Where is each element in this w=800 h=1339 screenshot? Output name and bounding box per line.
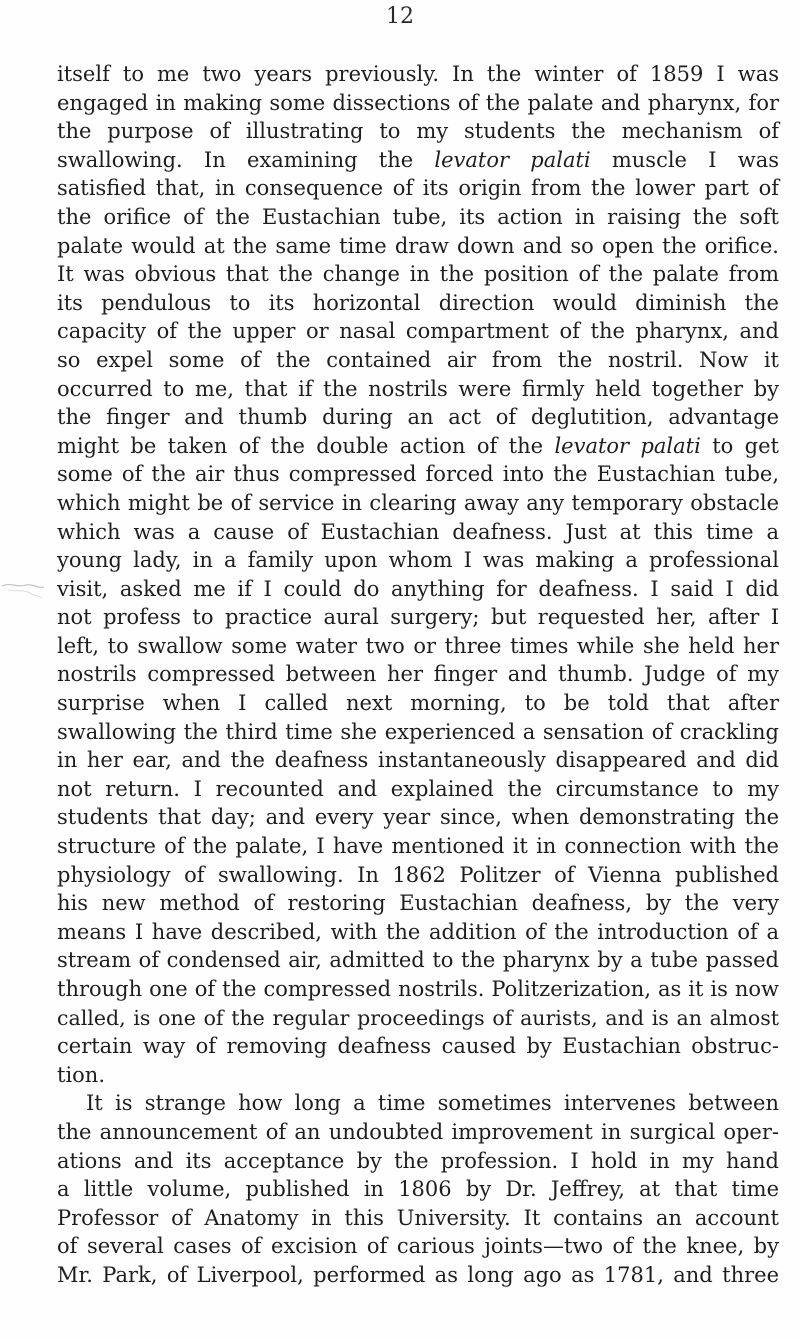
text-line: its pendulous to its horizontal direction would diminish the: [57, 290, 779, 315]
text-line: Mr. Park, of Liverpool, performed as long ago as 1781, and three: [57, 1262, 779, 1287]
text-line: certain way of removing deafness caused by Eustachian obstruc-: [57, 1034, 779, 1059]
text-line: capacity of the upper or nasal compartment of the pharynx, and: [57, 319, 779, 344]
paragraph-2: [57, 1089, 779, 1289]
text-line: ations and its acceptance by the profession. I hold in my hand: [57, 1148, 779, 1173]
text-line: in her ear, and the deafness instantaneously disappeared and did: [57, 748, 779, 773]
text-line: itself to me two years previously. In the winter of 1859 I was: [57, 62, 779, 86]
text-line: his new method of restoring Eustachian deafness, by the very: [57, 891, 779, 916]
text-line: It is strange how long a time sometimes intervenes between: [86, 1091, 779, 1116]
paragraph-1: [57, 60, 779, 1089]
text-line: which might be of service in clearing away any temporary obstacle: [57, 490, 779, 515]
text-line: palate would at the same time draw down and so open the orifice.: [57, 233, 779, 258]
text-line: the purpose of illustrating to my students the mechanism of: [57, 119, 779, 144]
text-line: structure of the palate, I have mentioned it in connection with the: [57, 834, 779, 859]
text-line: visit, asked me if I could do anything for deafness. I said I did: [57, 576, 779, 601]
text-line: so expel some of the contained air from the nostril. Now it: [57, 347, 779, 372]
text-line: of several cases of excision of carious joints—two of the knee, by: [57, 1234, 779, 1259]
text-line: satisfied that, in consequence of its origin from the lower part of: [57, 176, 779, 201]
text-line: occurred to me, that if the nostrils were firmly held together by: [57, 376, 779, 401]
text-line: through one of the compressed nostrils. Politzerization, as it is now: [57, 977, 779, 1001]
text-line: nostrils compressed between her finger and thumb. Judge of my: [57, 662, 779, 687]
text-line: surprise when I called next morning, to be told that after: [57, 691, 779, 716]
text-line: left, to swallow some water two or three times while she held her: [57, 633, 779, 658]
text-line: physiology of swallowing. In 1862 Politzer of Vienna published: [57, 862, 779, 887]
ink-smudge-mark: [0, 572, 46, 602]
text-line: the announcement of an undoubted improvement in surgical oper-: [57, 1119, 779, 1144]
text-line: which was a cause of Eustachian deafness. Just at this time a: [57, 519, 779, 544]
text-line: swallowing. In examining the levator palati muscle I was: [57, 147, 779, 172]
text-line: not profess to practice aural surgery; but requested her, after I: [57, 605, 779, 630]
text-line: might be taken of the double action of the levator palati to get: [57, 433, 779, 458]
page-number: 12: [386, 4, 414, 29]
text-line: some of the air thus compressed forced into the Eustachian tube,: [57, 462, 779, 487]
text-line: tion.: [57, 1062, 105, 1087]
text-line: It was obvious that the change in the position of the palate from: [57, 262, 779, 287]
text-line: a little volume, published in 1806 by Dr. Jeffrey, at that time: [57, 1177, 779, 1202]
text-line: Professor of Anatomy in this University. It contains an account: [57, 1205, 779, 1230]
text-line: students that day; and every year since, when demonstrating the: [57, 805, 779, 830]
text-line: stream of condensed air, admitted to the pharynx by a tube passed: [57, 948, 779, 973]
text-line: young lady, in a family upon whom I was making a professional: [57, 548, 779, 573]
text-line: means I have described, with the addition of the introduction of a: [57, 919, 779, 944]
body-text: [57, 60, 779, 1290]
text-line: swallowing the third time she experienced a sensation of crackling: [57, 719, 779, 744]
text-line: the finger and thumb during an act of deglutition, advantage: [57, 405, 779, 430]
text-line: engaged in making some dissections of the palate and pharynx, for: [57, 90, 779, 115]
text-line: not return. I recounted and explained the circumstance to my: [57, 776, 779, 801]
text-line: the orifice of the Eustachian tube, its action in raising the soft: [57, 204, 779, 229]
text-line: called, is one of the regular proceedings of aurists, and is an almost: [57, 1005, 779, 1030]
